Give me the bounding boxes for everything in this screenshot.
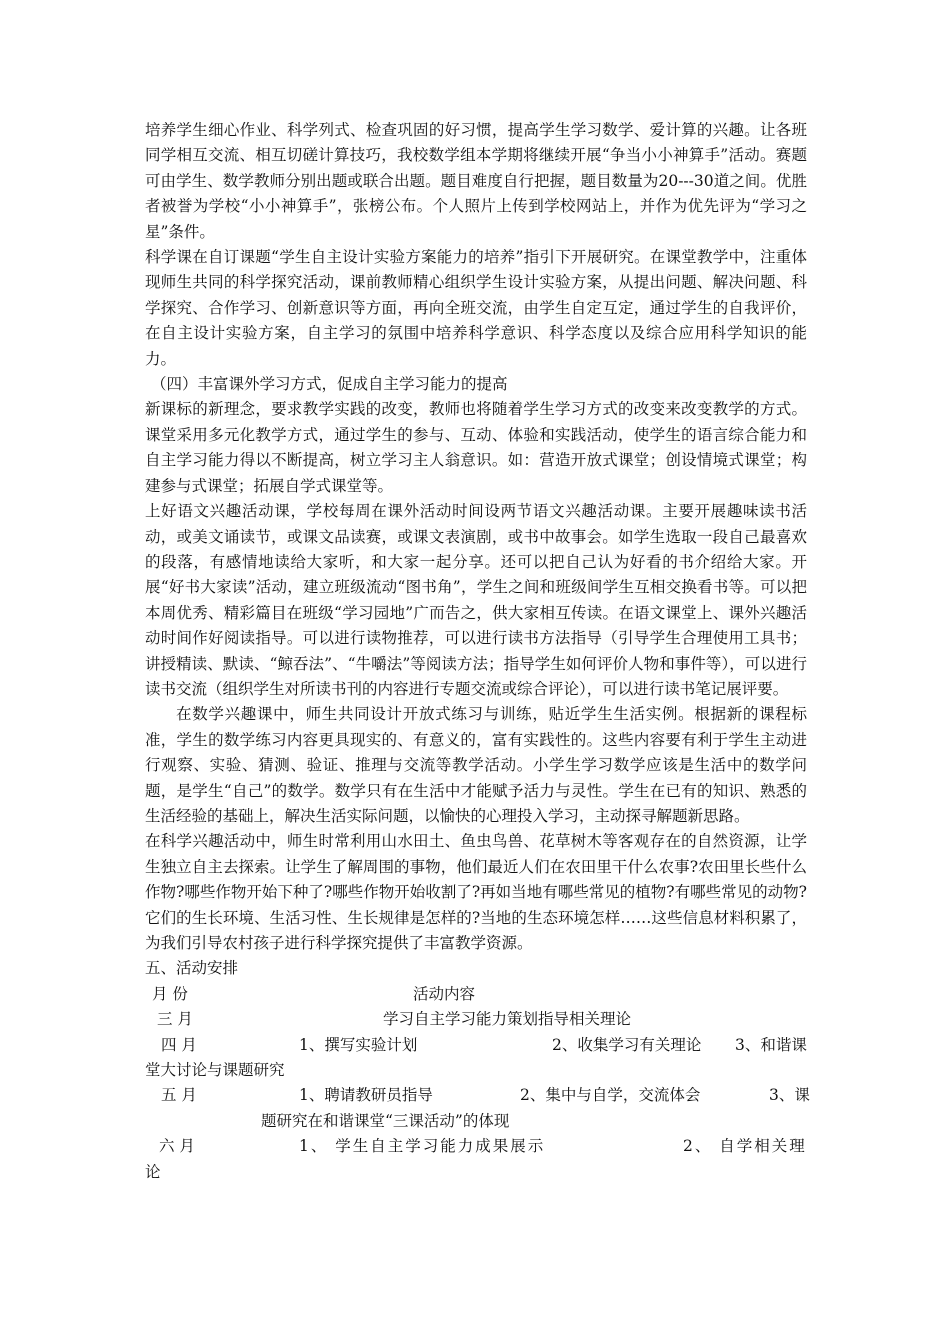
schedule-month-march: 三 月 [157, 1010, 193, 1029]
schedule-header-content: 活动内容 [413, 984, 476, 1003]
schedule-may-item-2: 2、集中与自学，交流体会 [520, 1086, 701, 1105]
schedule-month-june: 六 月 [159, 1137, 195, 1156]
schedule-row-march [145, 1007, 807, 1032]
schedule-may-item-1: 1、聘请教研员指导 [299, 1086, 433, 1105]
schedule-april-item-1: 1、撰写实验计划 [299, 1035, 418, 1054]
schedule-april-item-2: 2、收集学习有关理论 [552, 1035, 702, 1054]
paragraph-science-class: 科学课在自订课题“学生自主设计实验方案能力的培养”指引下开展研究。在课堂教学中，注重体现师生共同的科学探究活动，课前教师精心组织学生设计实验方案，从提出问题、解决问题、科学探究、合作学习、创新意识等方面，再向全班交流，由学生自定互定，通过学生的自我评价，在自主设计实验方案，自主学习的氛围中培养科学意识、科学态度以及综合应用科学知识的能力。 [145, 248, 807, 368]
section-heading-5: 五、活动安排 [145, 959, 239, 978]
schedule-row-may [145, 1083, 810, 1108]
schedule-row-june [145, 1134, 807, 1159]
schedule-april-item-3: 3、和谐课 [735, 1035, 807, 1054]
section-heading-4: （四）丰富课外学习方式，促成自主学习能力的提高 [151, 375, 508, 394]
paragraph-new-curriculum: 新课标的新理念，要求教学实践的改变，教师也将随着学生学习方式的改变来改变教学的方式。课堂采用多元化教学方式，通过学生的参与、互动、体验和实践活动，使学生的语言综合能力和自主学习能力得以不断提高，树立学习主人翁意识。如：营造开放式课堂；创设情境式课堂；构建参与式课堂；拓展自学式课堂等。 [145, 400, 807, 495]
schedule-june-item-2: 2、 自学相关理 [683, 1137, 807, 1156]
paragraph-science-interest-activity: 在科学兴趣活动中，师生时常利用山水田土、鱼虫鸟兽、花草树木等客观存在的自然资源，让学生独立自主去探索。让学生了解周围的事物，他们最近人们在农田里干什么农事?农田里长些什么作物?哪些作物开始下种了?哪些作物开始收割了?再如当地有哪些常见的植物?有哪些常见的动物?它们的生长环境、生活习性、生长规律是怎样的?当地的生态环境怎样……这些信息材料积累了，为我们引导农村孩子进行科学探究提供了丰富教学资源。 [145, 832, 807, 952]
schedule-header-month: 月 份 [152, 984, 188, 1003]
schedule-month-april: 四 月 [161, 1035, 197, 1054]
paragraph-chinese-interest-class: 上好语文兴趣活动课，学校每周在课外活动时间设两节语文兴趣活动课。主要开展趣味读书活动，或美文诵读节，或课文品读赛，或课文表演剧，或书中故事会。如学生选取一段自己最喜欢的段落，有感情地读给大家听，和大家一起分享。还可以把自己认为好看的书介绍给大家。开展“好书大家读”活动，建立班级流动“图书角”，学生之间和班级间学生互相交换看书等。可以把本周优秀、精彩篇目在班级“学习园地”广而告之，供大家相互传读。在语文课堂上、课外兴趣活动时间作好阅读指导。可以进行读物推荐，可以进行读书方法指导（引导学生合理使用工具书；讲授精读、默读、“鲸吞法”、“牛嚼法”等阅读方法；指导学生如何评价人物和事件等），可以进行读书交流（组织学生对所读书刊的内容进行专题交流或综合评论），可以进行读书笔记展评要。 [145, 502, 807, 698]
schedule-month-may: 五 月 [161, 1086, 197, 1105]
schedule-content-march: 学习自主学习能力策划指导相关理论 [383, 1010, 632, 1029]
schedule-june-item-1: 1、 学生自主学习能力成果展示 [299, 1137, 546, 1156]
schedule-may-item-3-continued: 题研究在和谐课堂“三课活动”的体现 [261, 1111, 510, 1130]
paragraph-calculation-contest: 培养学生细心作业、科学列式、检查巩固的好习惯，提高学生学习数学、爱计算的兴趣。让各班同学相互交流、相互切磋计算技巧，我校数学组本学期将继续开展“争当小小神算手”活动。赛题可由学生、数学教师分别出题或联合出题。题目难度自行把握，题目数量为20---30道之间。优胜者被誉为学校“小小神算手”，张榜公布。个人照片上传到学校网站上，并作为优先评为“学习之星”条件。 [145, 121, 807, 241]
schedule-header-row [145, 982, 807, 1007]
schedule-april-item-3-continued: 堂大讨论与课题研究 [145, 1060, 285, 1079]
schedule-row-april [145, 1033, 807, 1058]
schedule-june-item-2-continued: 论 [145, 1162, 161, 1181]
document-body [145, 118, 810, 1185]
schedule-may-item-3: 3、课 [769, 1086, 810, 1105]
paragraph-math-interest-class: 在数学兴趣课中，师生共同设计开放式练习与训练，贴近学生生活实例。根据新的课程标准，学生的数学练习内容更具现实的、有意义的，富有实践性的。这些内容要有利于学生主动进行观察、实验、猜测、验证、推理与交流等教学活动。小学生学习数学应该是生活中的数学问题，是学生“自己”的数学。数学只有在生活中才能赋予活力与灵性。学生在已有的知识、熟悉的生活经验的基础上，解决生活实际问题，以愉快的心理投入学习，主动探寻解题新思路。 [145, 705, 807, 825]
